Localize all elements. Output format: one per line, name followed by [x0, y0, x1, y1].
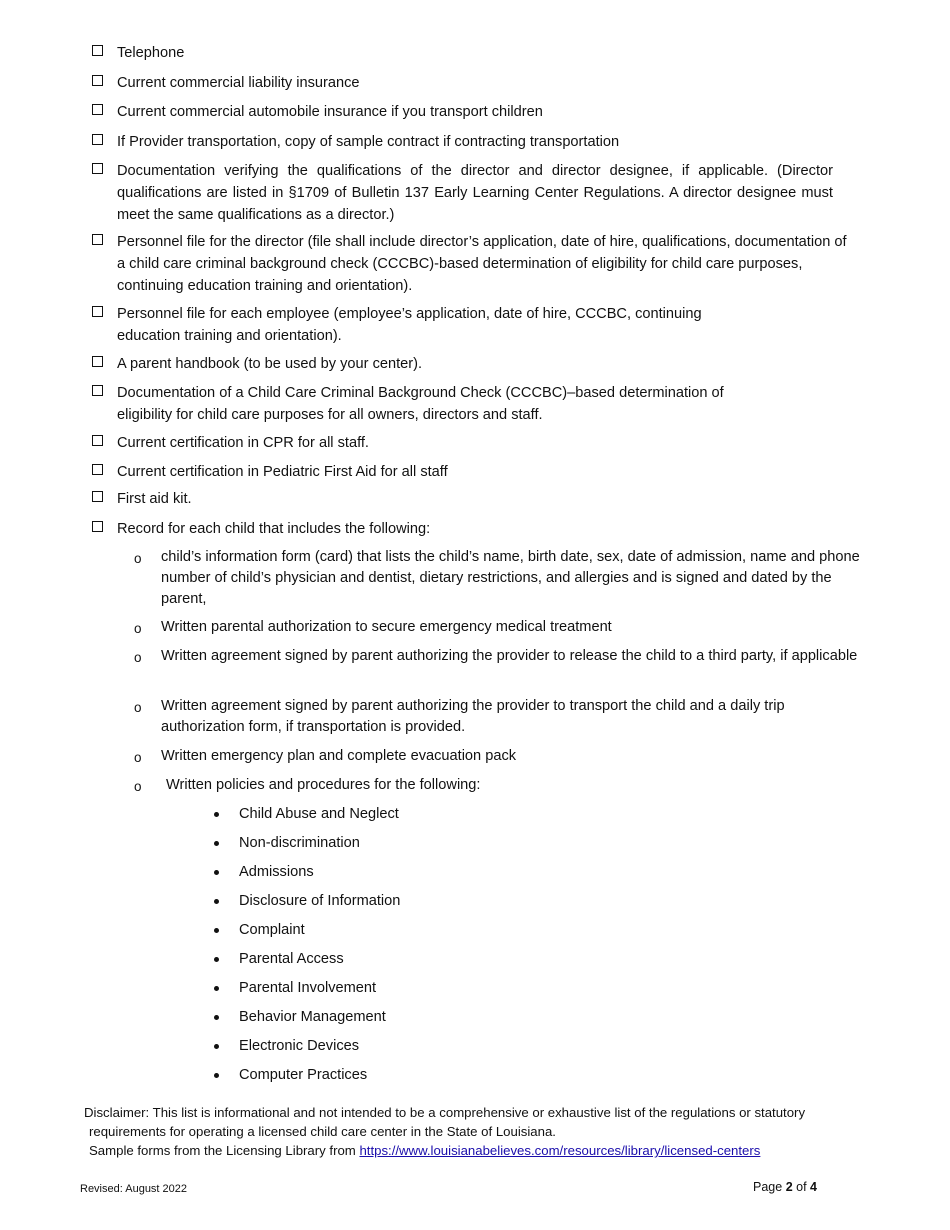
sub-item-transport-agreement: Written agreement signed by parent authorizing the provider to transport the child and a daily trip authorization form, if transportation is provided.: [161, 698, 785, 735]
checkbox-icon[interactable]: [92, 45, 103, 56]
page-number: [753, 1180, 817, 1194]
page-current: 2: [785, 1180, 793, 1194]
checkbox-icon[interactable]: [92, 234, 103, 245]
sub-item-marker: o: [134, 750, 142, 765]
policy-parental-access: Parental Access: [239, 951, 344, 967]
sub-item-emergency-plan: Written emergency plan and complete evacuation pack: [161, 748, 517, 764]
checkbox-icon[interactable]: [92, 521, 103, 532]
checklist-item-first-aid-kit: First aid kit.: [117, 491, 192, 507]
sample-forms-text: Sample forms from the Licensing Library from: [89, 1143, 360, 1158]
page-total: 4: [810, 1180, 817, 1194]
disclaimer-line-3: [84, 1141, 884, 1160]
checkbox-icon[interactable]: [92, 75, 103, 86]
checklist-item-first-aid-certification: Current certification in Pediatric First Aid for all staff: [117, 464, 448, 480]
disclaimer-line-2: requirements for operating a licensed child care center in the State of Louisiana.: [89, 1124, 556, 1139]
checklist-item-parent-handbook: A parent handbook (to be used by your center).: [117, 356, 423, 372]
checkbox-icon[interactable]: [92, 306, 103, 317]
checkbox-icon[interactable]: [92, 435, 103, 446]
sub-item-marker: o: [134, 650, 142, 665]
revised-date: Revised: August 2022: [80, 1183, 188, 1195]
checklist-item-employee-personnel-file: Personnel file for each employee (employee’s application, date of hire, CCCBC, continuing education training and orientation).: [117, 306, 702, 344]
policy-child-abuse-and-neglect: Child Abuse and Neglect: [239, 806, 399, 822]
page-of: of: [796, 1180, 807, 1194]
checkbox-icon[interactable]: [92, 464, 103, 475]
disclaimer-line-1: Disclaimer: This list is informational and not intended to be a comprehensive or exhaustive list of the regulations or statutory: [84, 1105, 806, 1120]
bullet-icon: [214, 841, 219, 846]
licensing-library-link[interactable]: https://www.louisianabelieves.com/resources/library/licensed-centers: [359, 1143, 761, 1158]
checklist-item-telephone: Telephone: [117, 45, 185, 61]
sub-item-marker: o: [134, 621, 142, 636]
checklist-item-liability-insurance: Current commercial liability insurance: [117, 75, 360, 91]
policy-complaint: Complaint: [239, 922, 305, 938]
sub-item-marker: o: [134, 551, 142, 566]
sub-item-marker: o: [134, 700, 142, 715]
bullet-icon: [214, 957, 219, 962]
sub-item-emergency-medical-authorization: Written parental authorization to secure emergency medical treatment: [161, 619, 612, 635]
sub-item-written-policies: Written policies and procedures for the following:: [166, 777, 481, 793]
checklist-item-director-qualifications: Documentation verifying the qualifications of the director and director designee, if applicable. (Director qualifications are listed in §1709 of Bulletin 137 Early Learning Center Regulations. A director designee must meet the same qualifications as a director.): [117, 163, 833, 223]
checkbox-icon[interactable]: [92, 385, 103, 396]
sub-item-marker: o: [134, 779, 142, 794]
sub-item-child-information-form: child’s information form (card) that lists the child’s name, birth date, sex, date of admission, name and phone number of child’s physician and dentist, dietary restrictions, and allergies and is signed and dated by the parent,: [161, 549, 860, 607]
checklist-item-transportation-contract: If Provider transportation, copy of sample contract if contracting transportation: [117, 134, 620, 150]
checklist-item-cccbc-documentation: Documentation of a Child Care Criminal Background Check (CCCBC)–based determination of eligibility for child care purposes for all owners, directors and staff.: [117, 385, 724, 423]
bullet-icon: [214, 1044, 219, 1049]
bullet-icon: [214, 986, 219, 991]
checklist-item-child-record: Record for each child that includes the following:: [117, 521, 431, 537]
page-label: Page: [753, 1180, 783, 1194]
bullet-icon: [214, 899, 219, 904]
sub-item-release-agreement: Written agreement signed by parent authorizing the provider to release the child to a third party, if applicable: [161, 648, 858, 664]
checklist-item-director-personnel-file: Personnel file for the director (file shall include director’s application, date of hire, qualifications, documentation of a child care criminal background check (CCCBC)-based determination of eligibility for child care purposes, continuing education training and orientation).: [117, 234, 847, 294]
checkbox-icon[interactable]: [92, 134, 103, 145]
checklist-item-cpr-certification: Current certification in CPR for all staff.: [117, 435, 369, 451]
policy-non-discrimination: Non-discrimination: [239, 835, 360, 851]
disclaimer: [84, 1103, 884, 1160]
bullet-icon: [214, 812, 219, 817]
bullet-icon: [214, 1015, 219, 1020]
bullet-icon: [214, 1073, 219, 1078]
policy-electronic-devices: Electronic Devices: [239, 1038, 360, 1054]
checkbox-icon[interactable]: [92, 163, 103, 174]
policy-parental-involvement: Parental Involvement: [239, 980, 377, 996]
bullet-icon: [214, 870, 219, 875]
checklist-item-automobile-insurance: Current commercial automobile insurance if you transport children: [117, 104, 543, 120]
checkbox-icon[interactable]: [92, 491, 103, 502]
checkbox-icon[interactable]: [92, 356, 103, 367]
policy-disclosure-of-information: Disclosure of Information: [239, 893, 401, 909]
policy-admissions: Admissions: [239, 864, 314, 880]
policy-computer-practices: Computer Practices: [239, 1067, 368, 1083]
checkbox-icon[interactable]: [92, 104, 103, 115]
policy-behavior-management: Behavior Management: [239, 1009, 386, 1025]
bullet-icon: [214, 928, 219, 933]
